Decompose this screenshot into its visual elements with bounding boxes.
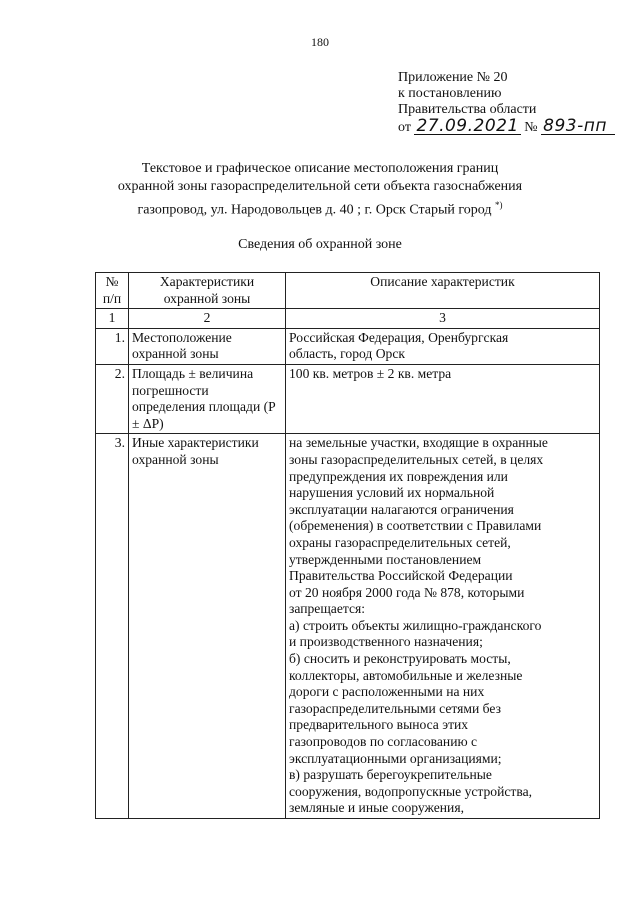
appendix-line-2: к постановлению [398,86,502,101]
table-header-row [96,273,600,309]
appendix-line-1: Приложение № 20 [398,70,508,85]
appendix-line-3: Правительства области [398,102,537,117]
row-characteristic: Площадь ± величина погрешности определения площади (P ± ΔP) [129,364,286,433]
header-description: Описание характеристик [286,273,600,309]
footnote-mark: *) [495,200,503,210]
table-numbering-row [96,309,600,329]
header-characteristic: Характеристики охранной зоны [129,273,286,309]
section-subtitle: Сведения об охранной зоне [238,237,402,252]
handwritten-date: 27.09.2021 [416,116,519,136]
table-row [96,434,600,819]
table-row [96,364,600,433]
page-number: 180 [311,35,329,49]
row-description: 100 кв. метров ± 2 кв. метра [286,364,600,433]
zone-characteristics-table [95,272,600,819]
row-number: 2. [96,364,129,433]
numbering-cell: 2 [129,309,286,329]
row-number: 1. [96,328,129,364]
handwritten-number: 893-пп [541,118,615,135]
row-description: на земельные участки, входящие в охранные зоны газораспределительных сетей, в целях предупреждения их повреждения или нарушения условий их нормальной эксплуатации налагаются ограничения (обременения) в соответствии с Правилами охраны газораспределительных сетей, утвержденными постановлением Правительства Российской Федерации от 20 ноября 2000 года № 878, которыми запрещается: а) строить объекты жилищно-гражданского и производственного назначения; б) сносить и реконструировать мосты, коллекторы, автомобильные и железные дороги с расположенными на них газораспределительными сетями без предварительного выноса этих газопроводов по согласованию с эксплуатационными организациями; в) разрушать берегоукрепительные сооружения, водопропускные устройства, земляные и иные сооружения, [286,434,600,819]
row-characteristic: Иные характеристики охранной зоны [129,434,286,819]
title-line-2: охранной зоны газораспределительной сети объекта газоснабжения [117,179,523,194]
appendix-block [398,70,615,136]
document-title [60,160,580,220]
title-line-1: Текстовое и графическое описание местоположения границ [141,161,499,176]
number-label: № [524,120,538,135]
header-number: № п/п [96,273,129,309]
row-description: Российская Федерация, Оренбургская область, город Орск [286,328,600,364]
row-characteristic: Местоположение охранной зоны [129,328,286,364]
date-prefix: от [398,120,411,135]
appendix-date-line [398,118,615,136]
title-line-3: газопровод, ул. Народовольцев д. 40 ; г. Орск Старый город *) [137,200,503,218]
numbering-cell: 3 [286,309,600,329]
table-row [96,328,600,364]
row-number: 3. [96,434,129,819]
numbering-cell: 1 [96,309,129,329]
